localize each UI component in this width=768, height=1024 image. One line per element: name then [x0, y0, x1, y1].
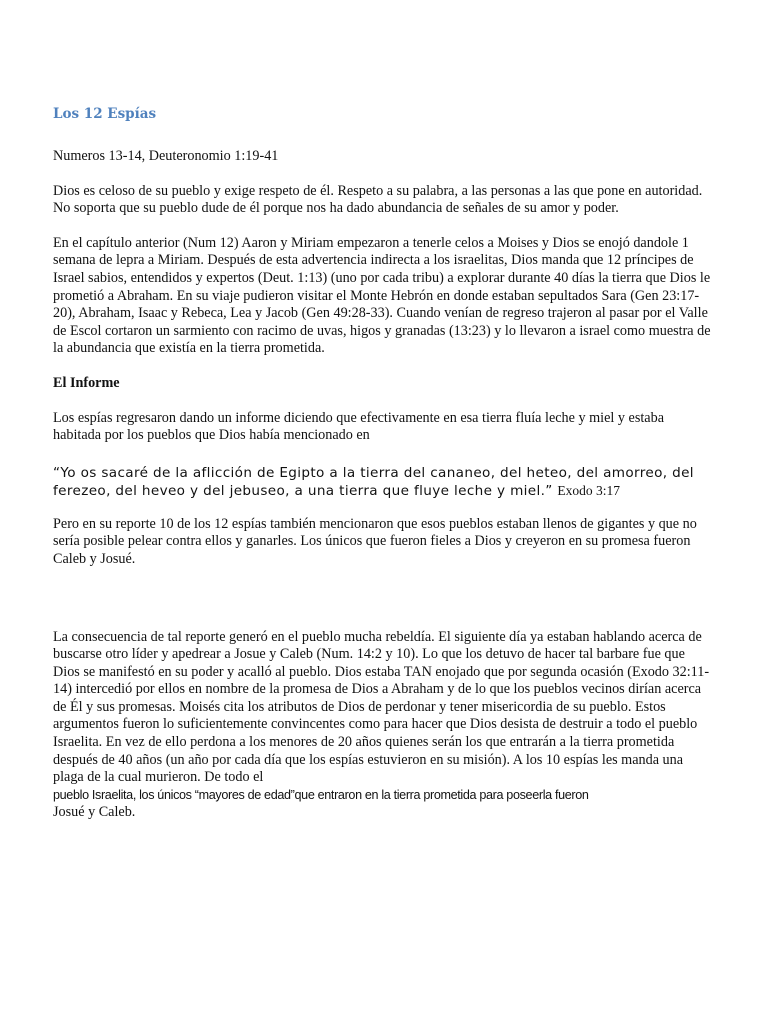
scripture-reference: Numeros 13-14, Deuteronomio 1:19-41	[53, 148, 279, 164]
document-title: Los 12 Espías	[53, 106, 157, 122]
section-heading: El Informe	[53, 374, 120, 391]
scripture-quote	[53, 464, 713, 500]
paragraph-intro: Dios es celoso de su pueblo y exige respeto de él. Respeto a su palabra, a las personas a las que pone en autoridad. No soporta que su pueblo dude de él porque nos ha dado abundancia de señales de su amor y poder.	[53, 182, 703, 217]
paragraph-consequence-end: Josué y Caleb.	[53, 804, 136, 821]
paragraph-report: Los espías regresaron dando un informe diciendo que efectivamente en esa tierra fluía leche y miel y estaba habitada por los pueblos que Dios había mencionado en	[53, 409, 664, 444]
quote-text: “Yo os sacaré de la aflicción de Egipto a la tierra del cananeo, del heteo, del amorreo, del ferezeo, del heveo y del jebuseo, a una tierra que fluye leche y miel.”	[53, 464, 694, 499]
paragraph-consequence-narrow: pueblo Israelita, los únicos “mayores de edad”que entraron en la tierra prometida para poseerla fueron	[53, 787, 589, 802]
paragraph-consequence-body: La consecuencia de tal reporte generó en el pueblo mucha rebeldía. El siguiente día ya estaban hablando acerca de buscarse otro líder y apedrear a Josue y Caleb (Num. 14:2 y 10). Lo que los detuvo de hacer tal barbare fue que Dios se manifestó en su poder y acalló al pueblo. Dios estaba TAN enojado que por segunda ocasión (Exodo 32:11-14) intercedió por ellos en nombre de la promesa de Dios a Abraham y de lo que los pueblos vecinos dirían acerca de Él y sus promesas. Moisés cita los atributos de Dios de perdonar y tener misericordia de su pueblo. Estos argumentos fueron lo suficientemente convincentes como para hacer que Dios desista de destruir a todo el pueblo Israelita. En vez de ello perdona a los menores de 20 años quienes serán los que entrarán a la tierra prometida después de 40 años (un año por cada día que los espías estuvieron en su misión). A los 10 espías les manda una plaga de la cual murieron. De todo el	[53, 628, 710, 786]
document-page	[53, 104, 713, 822]
paragraph-chapter-context: En el capítulo anterior (Num 12) Aaron y Miriam empezaron a tenerle celos a Moises y Dios se enojó dandole 1 semana de lepra a Miriam. Después de esta advertencia indirecta a los israelitas, Dios manda que 12 príncipes de Israel sabios, entendidos y expertos (Deut. 1:13) (uno por cada tribu) a explorar durante 40 días la tierra que Dios le prometió a Abraham. En su viaje pudieron visitar el Monte Hebrón en donde estaban sepultados Sara (Gen 23:17-20), Abraham, Isaac y Rebeca, Lea y Jacob (Gen 49:28-33). Cuando venían de regreso trajeron al pasar por el Valle de Escol cortaron un sarmiento con racimo de uvas, higos y granadas (13:23) y lo llevaron a israel como muestra de la abundancia que existía en la tierra prometida.	[53, 234, 711, 357]
paragraph-giants: Pero en su reporte 10 de los 12 espías también mencionaron que esos pueblos estaban llenos de gigantes y que no sería posible pelear contra ellos y ganarles. Los únicos que fueron fieles a Dios y creyeron en su promesa fueron Caleb y Josué.	[53, 515, 697, 567]
paragraph-consequence	[53, 629, 713, 823]
quote-reference: Exodo 3:17	[557, 482, 620, 498]
